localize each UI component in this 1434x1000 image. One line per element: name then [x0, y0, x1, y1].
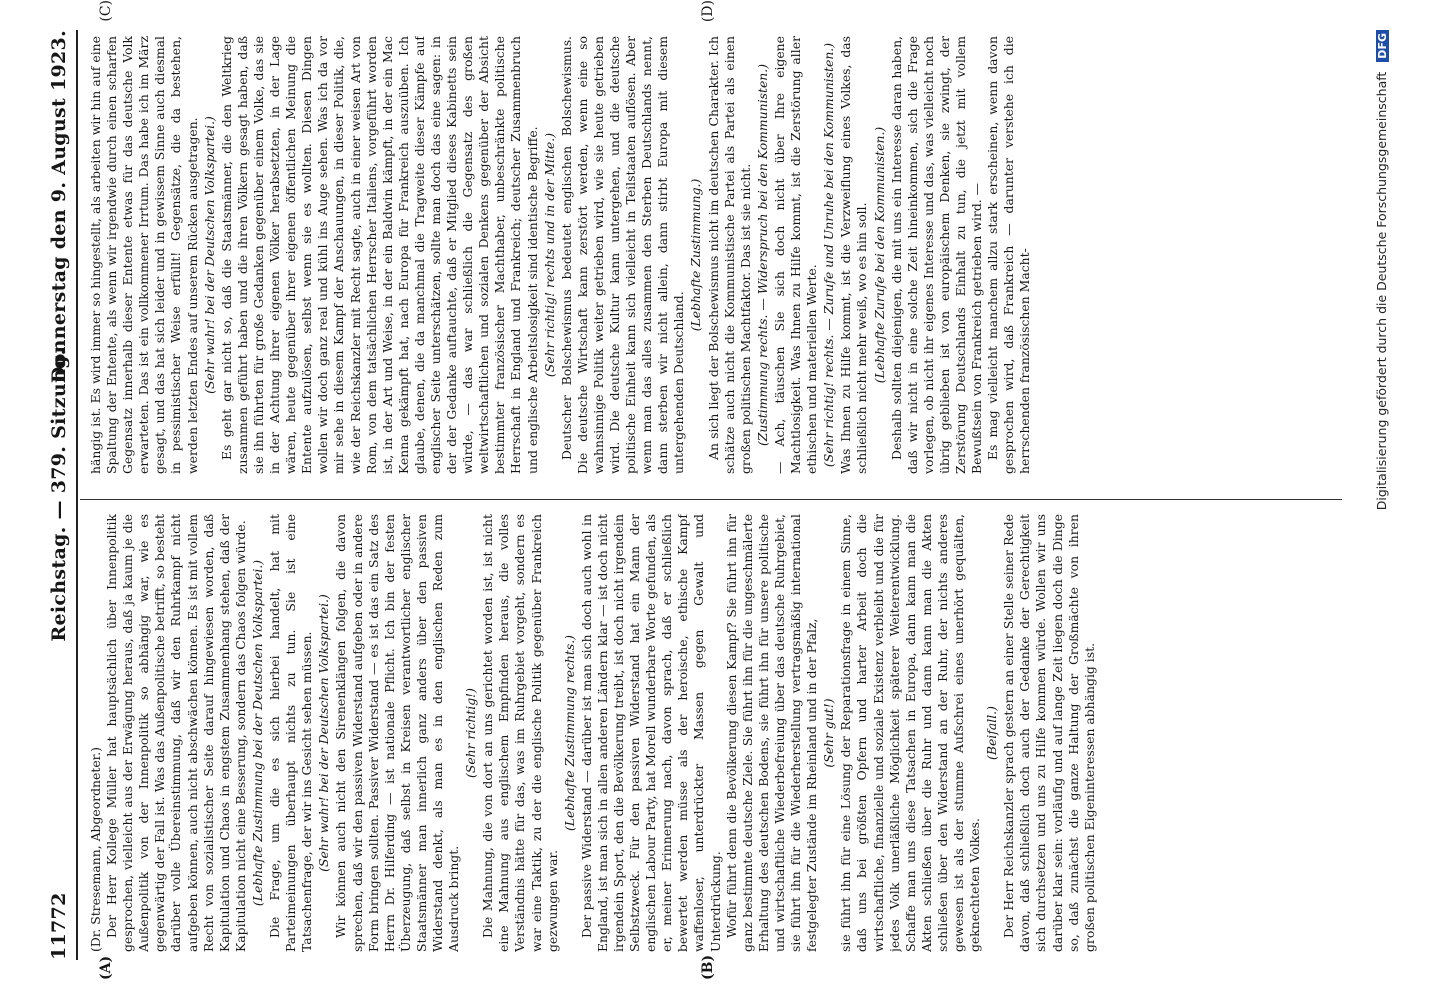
- column-divider: [80, 499, 1342, 500]
- paragraph: Deutscher Bolschewismus bedeutet englischen Bolschewismus. Die deutsche Wirtschaft kann zerstört werden, wenn eine so wahnsinnige Politik weiter getrieben wird, wie sie heute getrieben wird. Die deutsche Kultur kann untergehen, und die deutsche politische Einheit kann sich vielleicht in Teilstaaten auflösen. Aber wenn man das alles zusammen den Sterben Deutschlands nennt, dann sterben wir nicht allein, dann stirbt Europa mit diesem untergehenden Deutschland.: [558, 36, 687, 474]
- stage-direction: (Sehr wahr! bei der Deutschen Volkspartei.): [201, 116, 217, 394]
- paragraph: Der passive Widerstand — darüber ist man sich doch auch wohl in England, ist man sich in allen anderen Ländern klar — ist doch nicht irgendein Sport, den die Bevölkerung treibt, ist doch nicht irgendein Selbstzweck. Für den passiven Widerstand hat ein Mann der englischen Labour Party, hat Morell wunderbare Worte gefunden, als er, meiner Erinnerung nach, davon sprach, daß er schließlich bewertet werden müsse als der heroische, ethische Kampf waffenloser, unterdrückter Massen gegen Gewalt und Unterdrückung.: [578, 514, 723, 952]
- stage-direction: (Lebhafte Zustimmung rechts.): [561, 634, 577, 832]
- stage-direction: (Sehr richtig! rechts und in der Mitte.): [541, 132, 557, 378]
- page-header: [42, 30, 78, 960]
- paragraph: Deshalb sollten diejenigen, die mit uns ein Interesse daran haben, daß wir nicht in eine solche Zeit hineinkommen, sich die Frage vorlegen, ob nicht ihr eigenes Interesse und das, was vielleicht noch übrig geblieben ist von europäischem Denken, sie zwingt, der Zerstörung Deutschlands Einhalt zu tun, die jetzt mit vollem Bewußtsein von Frankreich getrieben wird. —: [888, 36, 985, 474]
- credit-text: Digitalisierung gefördert durch die Deutsche Forschungsgemeinschaft: [1374, 71, 1389, 511]
- paragraph: (Dr. Stresemann, Abgeordneter.): [88, 746, 103, 952]
- paragraph: Die Frage, um die es sich hierbei handelt, hat mit Parteimeinungen überhaupt nichts zu tun. Sie ist eine Tatsachenfrage, der wir ins Gesicht sehen müssen.: [267, 514, 315, 952]
- paragraph: Was Ihnen zu Hilfe kommt, ist die Verzweiflung eines Volkes, das schließlich nicht mehr weiß, wo es hin soll.: [838, 36, 870, 474]
- stage-direction: (Sehr wahr! bei der Deutschen Volkspartei.): [316, 594, 332, 872]
- paragraph: An sich liegt der Bolschewismus nicht im deutschen Charakter. Ich schätze auch nicht die Kommunistische Partei als Partei als einen großen politischen Machtfaktor. Das ist sie nicht.: [705, 36, 753, 474]
- header-rule: [76, 30, 78, 960]
- margin-letter-b: (B): [700, 954, 716, 980]
- stage-direction: (Sehr richtig!): [463, 688, 479, 778]
- stage-direction: (Sehr richtig! rechts. — Zurufe und Unruhe bei den Kommunisten.): [821, 42, 837, 468]
- paragraph: Wir können auch nicht den Sirenenklängen folgen, die davon sprechen, daß wir den passiven Widerstand aufgeben oder in andere Form bringen sollten. Passiver Widerstand — es ist das ein Satz des Herrn Dr. Hilferding — ist nationale Pflicht. Ich bin der festen Überzeugung, daß selbst in Kreisen verantwortlicher englischer Staatsmänner man innerlich ganz anders über den passiven Widerstand denkt, als man es in den englischen Reden zum Ausdruck bringt.: [333, 514, 462, 952]
- paragraph: Der Herr Reichskanzler sprach gestern an einer Stelle seiner Rede davon, daß schließlich doch auch der Gedanke der Gerechtigkeit sich durchsetzen und uns zu Hilfe kommen würde. Wollen wir uns darüber klar sein: vorläufig und auf lange Zeit liegen doch die Dinge so, daß zunächst die ganze Haltung der Großmächte von ihren großen politischen Eigeninteressen abhängig ist.: [1001, 514, 1097, 952]
- margin-letter-c: (C): [98, 0, 114, 22]
- stage-direction: (Lebhafte Zurufe bei den Kommunisten.): [871, 126, 887, 384]
- paragraph: hängig ist. Es wird immer so hingestellt, als arbeiten wir hin auf eine Spaltung der Entente, als wenn wir irgendwie durch einen scharfen Gegensatz innerhalb dieser Entente etwas für das deutsche Volk erwarteten. Das ist ein vollkommener Irrtum. Das habe ich im März gesagt, und das hat sich leider und in gewissem Sinne auch diesmal in pessimistischer Weise erfüllt! Gegensätze, die da bestehen, werden letzten Endes auf unserem Rücken ausgetragen.: [88, 36, 200, 474]
- digitization-credit: [1374, 30, 1394, 960]
- stage-direction: (Zustimmung rechts. — Widerspruch bei den Kommunisten.): [754, 63, 770, 447]
- dfg-logo: DFG: [1376, 30, 1389, 62]
- left-column: [88, 514, 1328, 952]
- paragraph: sie führt ihn für eine Lösung der Reparationsfrage in einem Sinne, daß uns bei größten Opfern und harter Arbeit doch die wirtschaftliche, finanzielle und soziale Existenz verbleibt und die für jedes Volk unerläßliche Möglichkeit späterer Weiterentwicklung. Schaffe man uns diese Tatsachen in Europa, dann kann man die Akten schließen über die Ruhr und dann kann man die Akten schließen über den Widerstand an der Ruhr, der nichts anderes gewesen ist als der stumme Aufschrei eines unerhört gequälten, geknechteten Volkes.: [838, 514, 983, 952]
- margin-letter-a: (A): [98, 955, 114, 980]
- session-title: Reichstag. — 379. Sitzung.: [48, 348, 70, 642]
- stage-direction: (Sehr gut!): [821, 698, 837, 768]
- paragraph: — Ach, täuschen Sie sich doch nicht über Ihre eigene Machtlosigkeit. Was Ihnen zu Hilfe kommt, ist die Zerstörung aller ethischen und materiellen Werte.: [771, 36, 820, 474]
- session-date: Donnerstag den 9. August 1923.: [48, 30, 70, 384]
- paragraph: Es mag vielleicht manchem allzu stark erscheinen, wenn davon gesprochen wird, daß Frankreich — darunter verstehe ich die herrschenden französischen Macht-: [985, 36, 1033, 474]
- paragraph: Der Herr Kollege Müller hat hauptsächlich über Innenpolitik gesprochen, vielleicht aus der Erwägung heraus, daß ja kaum je die Außenpolitik von der Innenpolitik so abhängig war, wie es gegenwärtig der Fall ist. Was das Außenpolitische betrifft, so besteht darüber volle Übereinstimmung, daß wir den Ruhrkampf nicht aufgeben können, auch nicht abschwächen können. Es ist mit vollem Recht von sozialistischer Seite darauf hingewiesen worden, daß Kapitulation und Chaos in engstem Zusammenhang stehen, daß der Kapitulation nicht eine Besserung, sondern das Chaos folgen würde.: [104, 514, 248, 952]
- paragraph: Es geht gar nicht so, daß die Staatsmänner, die den Weltkrieg zusammen geführt haben und die ihren Völkern gesagt haben, daß sie ihn führten für große Gedanken gegenüber einem Volke, das sie in der Achtung ihrer eigenen Völker herabsetzten, in der Lage wären, heute gegenüber ihrer eigenen öffentlichen Meinung die Entente aufzulösen, selbst wenn sie es wollten. Diesen Dingen wollen wir doch ganz real und kühl ins Auge sehen. Was ich da vor mir sehe in diesem Kampf der Anschauungen, in dieser Politik, die, wie der Reichskanzler mit Recht sagte, auch in einer weisen Art von Rom, von dem tatsächlichen Herrscher Italiens, vorgeführt worden ist, in der Art und Weise, in der ein Baldwin kämpft, in der ein Mac Kenna gekämpft hat, nach Europa für Frankreich auszuüben. Ich glaube, denen, die da manchmal die Tragweite dieser Kämpfe auf englischer Seite unterschätzen, sollte man doch das eine sagen: in der der Gedanke auftauchte, daß er Mitglied dieses Kabinetts sein würde, — das war schließlich die Gegensatz des großen weltwirtschaftlichen und sozialen Denkens gegenüber der Absicht bestimmter französischer Machthaber, unbeschränkte politische Herrschaft in England und Frankreich; deutscher Zusammenbruch und englische Arbeitslosigkeit sind identische Begriffe.: [218, 36, 540, 474]
- paragraph: Die Mahnung, die von dort an uns gerichtet worden ist, ist nicht eine Mahnung aus englischem Empfinden heraus, die volles Verständnis hätte für das, was im Ruhrgebiet vorgeht, sondern es war eine Taktik, zu der die englische Politik gegenüber Frankreich gezwungen war.: [480, 514, 560, 952]
- stage-direction: (Beifall.): [984, 706, 1000, 760]
- paragraph: Wofür führt denn die Bevölkerung diesen Kampf? Sie führt ihn für ganz bestimmte deutsche Ziele. Sie führt ihn für die ungeschmälerte Erhaltung des deutschen Bodens, sie führt ihn für unsere politische und wirtschaftliche Wiederbefreiung über das deutsche Ruhrgebiet, sie führt ihn für die Wiederherstellung vertragsmäßig international festgelegter Zustände im Rheinland und in der Pfalz,: [723, 514, 820, 952]
- stage-direction: (Lebhafte Zustimmung bei der Deutschen Volkspartei.): [249, 559, 265, 907]
- stage-direction: (Lebhafte Zustimmung.): [688, 178, 704, 332]
- margin-letter-d: (D): [700, 0, 716, 23]
- page-number: 11772: [48, 892, 70, 960]
- right-column: [88, 36, 1328, 474]
